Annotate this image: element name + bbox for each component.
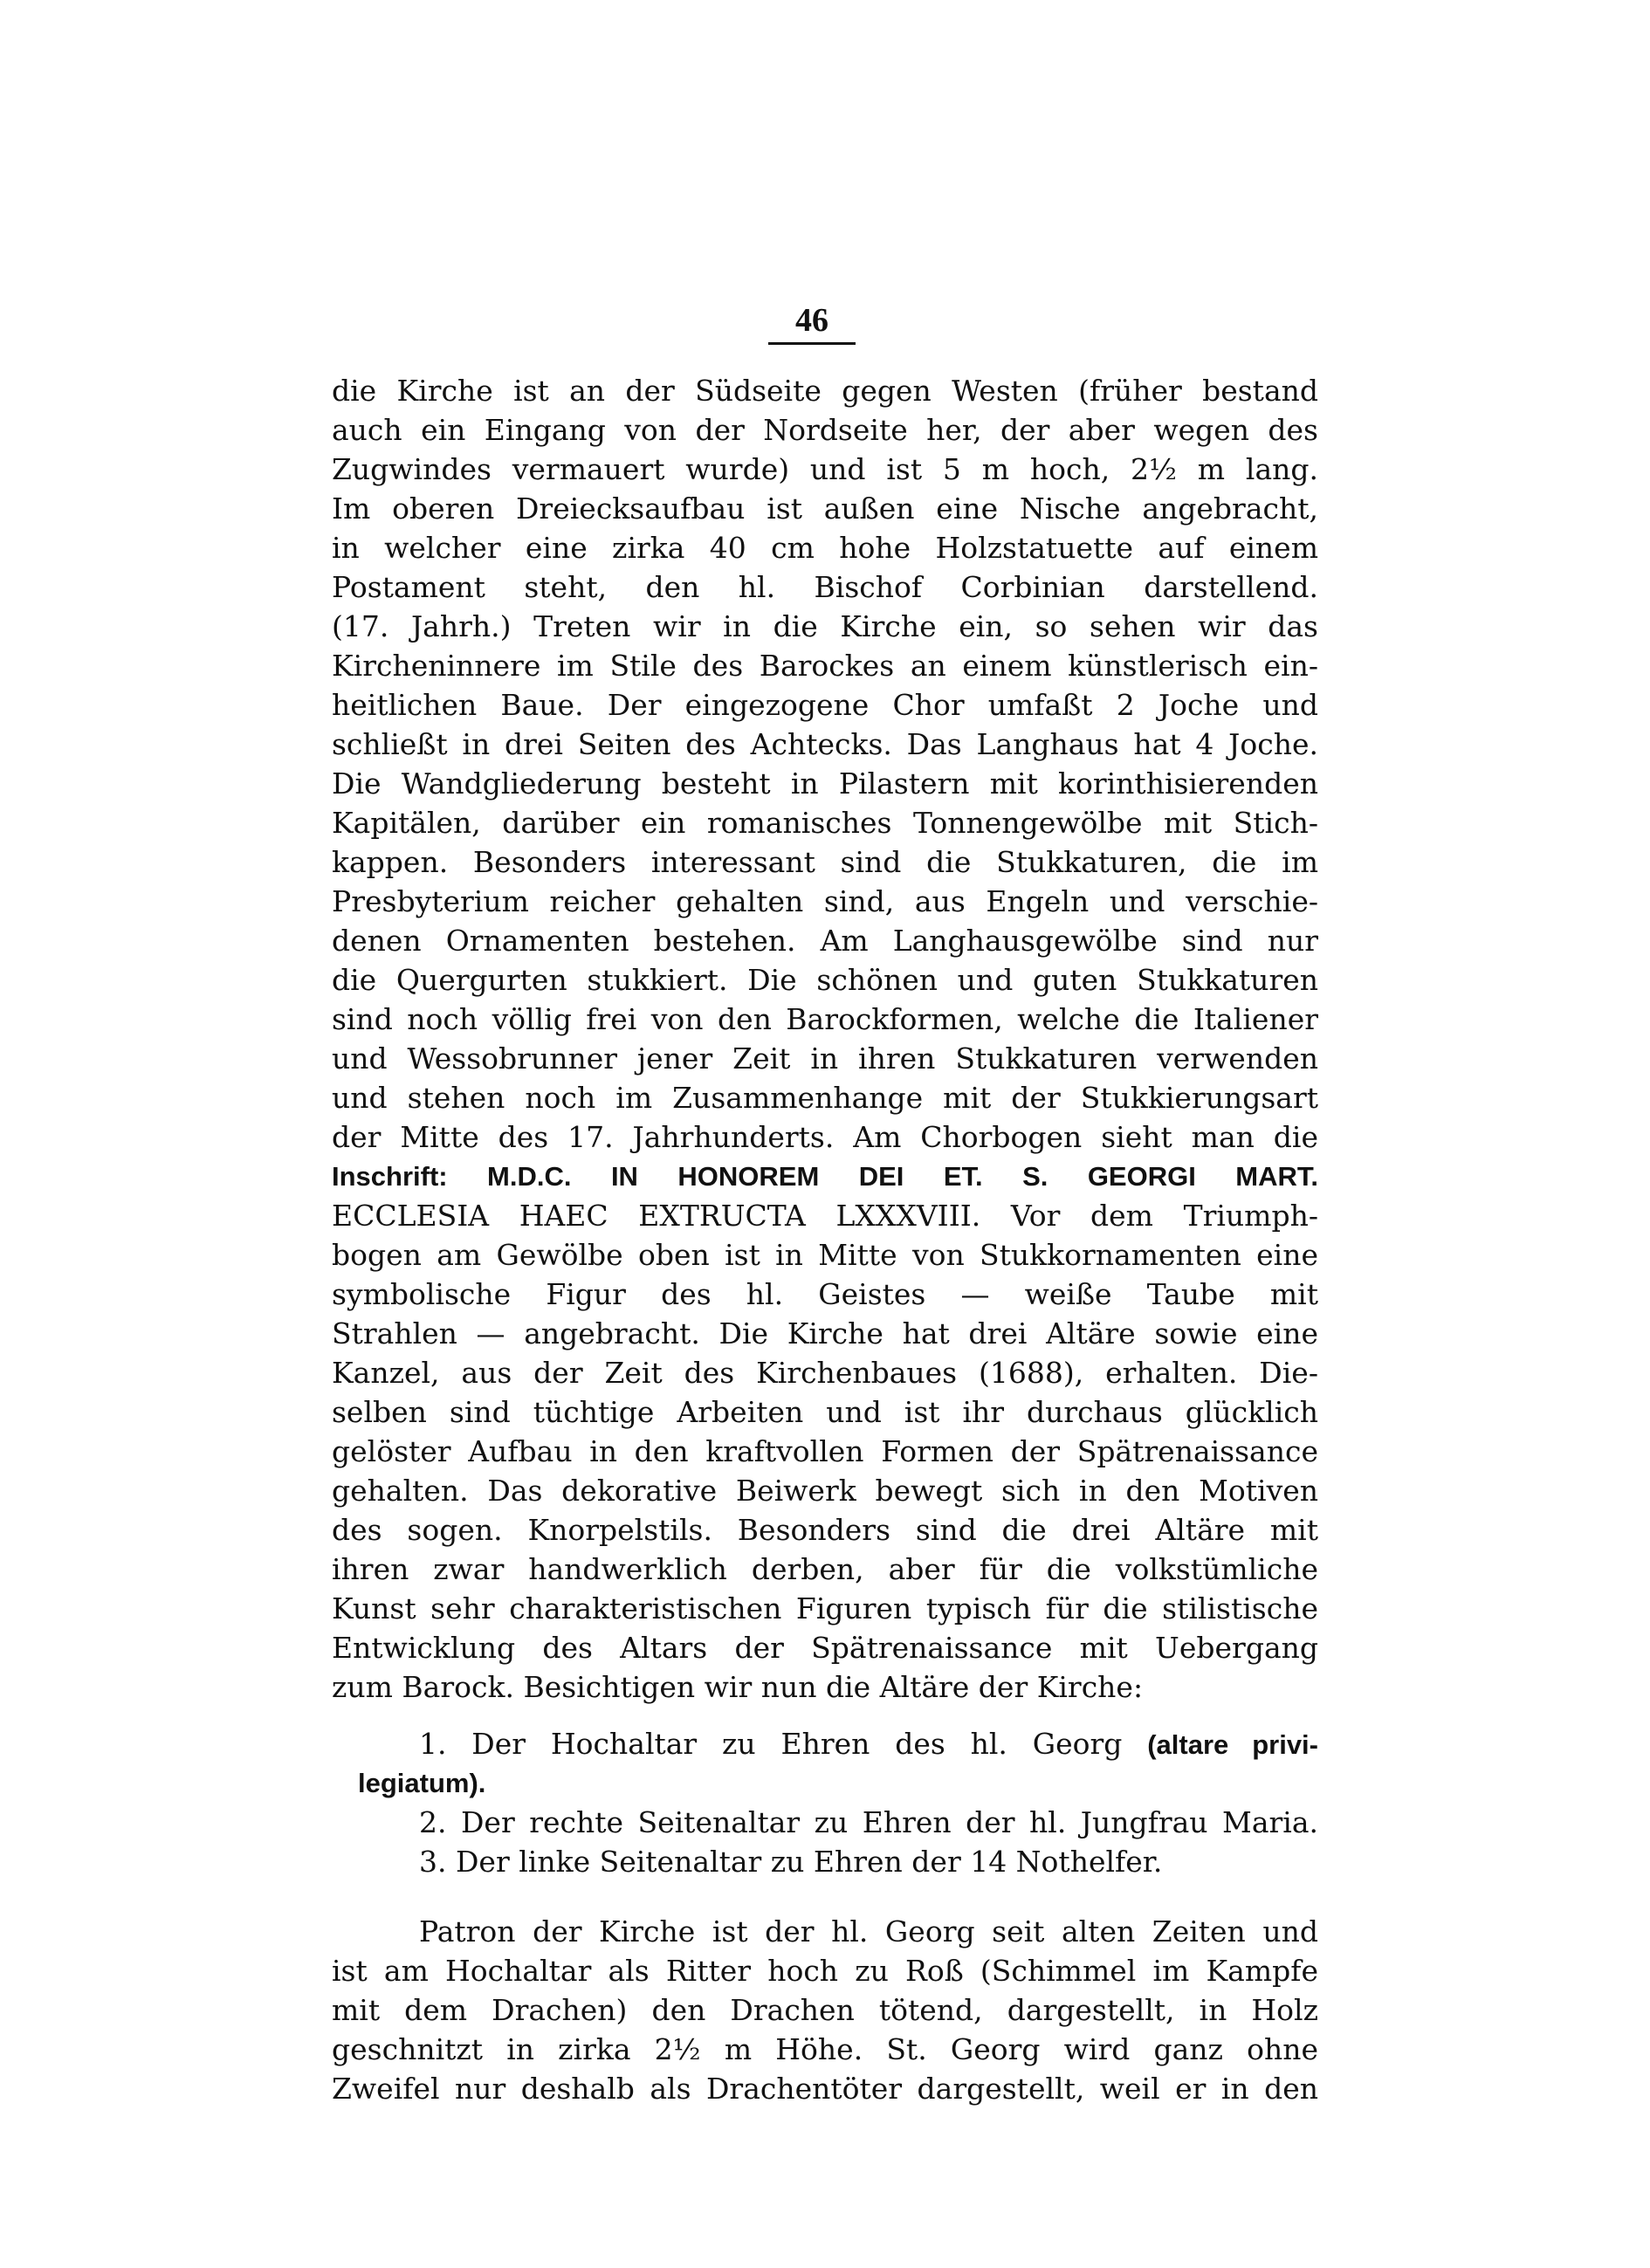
text-line: (17. Jahrh.) Treten wir in die Kirche ein, so sehen wir das [332,609,1318,643]
text-line: Zweifel nur deshalb als Drachentöter dargestellt, weil er in den [332,2072,1318,2106]
page-number: 46 [795,302,828,339]
text-line: ihren zwar handwerklich derben, aber für die volkstümliche [332,1552,1318,1586]
list-item-right-side-altar: 2. Der rechte Seitenaltar zu Ehren der hl. Jungfrau Maria. [419,1805,1318,1839]
list-item-left-side-altar: 3. Der linke Seitenaltar zu Ehren der 14 Nothelfer. [419,1845,1163,1879]
list-item-continuation: legiatum). [358,1768,486,1798]
text-line: denen Ornamenten bestehen. Am Langhausgewölbe sind nur [332,924,1318,958]
text-line: Kapitälen, darüber ein romanisches Tonnengewölbe mit Stich- [332,806,1318,840]
text-line: geschnitzt in zirka 2½ m Höhe. St. Georg wird ganz ohne [332,2032,1318,2066]
text-line: Presbyterium reicher gehalten sind, aus Engeln und verschie- [332,884,1318,918]
text-line: Kunst sehr charakteristischen Figuren typisch für die stilistische [332,1591,1318,1625]
text-line: selben sind tüchtige Arbeiten und ist ihr durchaus glücklich [332,1395,1318,1429]
text-line: auch ein Eingang von der Nordseite her, der aber wegen des [332,413,1318,447]
text-line: sind noch völlig frei von den Barockformen, welche die Italiener [332,1002,1318,1036]
text-line: in welcher eine zirka 40 cm hohe Holzstatuette auf einem [332,531,1318,565]
text-line: heitlichen Baue. Der eingezogene Chor umfaßt 2 Joche und [332,688,1318,722]
page-number-underline [768,342,856,345]
text-line: und Wessobrunner jener Zeit in ihren Stukkaturen verwenden [332,1041,1318,1076]
list-item-latin-text: (altare privi- [1147,1729,1318,1760]
text-line: mit dem Drachen) den Drachen tötend, dargestellt, in Holz [332,1993,1318,2027]
text-line-inscription: Inschrift: M.D.C. IN HONOREM DEI ET. S. GEORGI MART. [332,1161,1318,1192]
text-line: bogen am Gewölbe oben ist in Mitte von Stukkornamenten eine [332,1238,1318,1272]
text-line: des sogen. Knorpelstils. Besonders sind die drei Altäre mit [332,1513,1318,1547]
text-line: gelöster Aufbau in den kraftvollen Formen der Spätrenaissance [332,1434,1318,1468]
text-line: zum Barock. Besichtigen wir nun die Altäre der Kirche: [332,1670,1144,1704]
text-line: schließt in drei Seiten des Achtecks. Das Langhaus hat 4 Joche. [332,727,1318,761]
text-line: die Kirche ist an der Südseite gegen Westen (früher bestand [332,374,1318,408]
text-line: ist am Hochaltar als Ritter hoch zu Roß (Schimmel im Kampfe [332,1954,1318,1988]
text-line: gehalten. Das dekorative Beiwerk bewegt sich in den Motiven [332,1474,1318,1508]
text-line: Patron der Kirche ist der hl. Georg seit alten Zeiten und [419,1914,1318,1948]
text-line-inscription: ECCLESIA HAEC EXTRUCTA LXXXVIII. Vor dem Triumph- [332,1199,1318,1233]
text-line: Postament steht, den hl. Bischof Corbinian darstellend. [332,570,1318,604]
text-line: Kanzel, aus der Zeit des Kirchenbaues (1688), erhalten. Die- [332,1356,1318,1390]
text-line: Die Wandgliederung besteht in Pilastern mit korinthisierenden [332,766,1318,801]
text-line: die Quergurten stukkiert. Die schönen und guten Stukkaturen [332,963,1318,997]
text-line: Strahlen — angebracht. Die Kirche hat drei Altäre sowie eine [332,1316,1318,1350]
text-line: Kircheninnere im Stile des Barockes an einem künstlerisch ein- [332,649,1318,683]
text-line: und stehen noch im Zusammenhange mit der Stukkierungsart [332,1081,1318,1115]
list-item-text: 1. Der Hochaltar zu Ehren des hl. Georg [419,1727,1123,1761]
text-line: symbolische Figur des hl. Geistes — weiße Taube mit [332,1277,1318,1311]
text-line: Entwicklung des Altars der Spätrenaissance mit Uebergang [332,1631,1318,1665]
text-line: Im oberen Dreiecksaufbau ist außen eine Nische angebracht, [332,491,1318,526]
text-line: kappen. Besonders interessant sind die Stukkaturen, die im [332,845,1318,879]
text-line: Zugwindes vermauert wurde) und ist 5 m hoch, 2½ m lang. [332,452,1318,486]
text-line: der Mitte des 17. Jahrhunderts. Am Chorbogen sieht man die [332,1120,1318,1154]
list-item-high-altar [419,1724,1318,1764]
